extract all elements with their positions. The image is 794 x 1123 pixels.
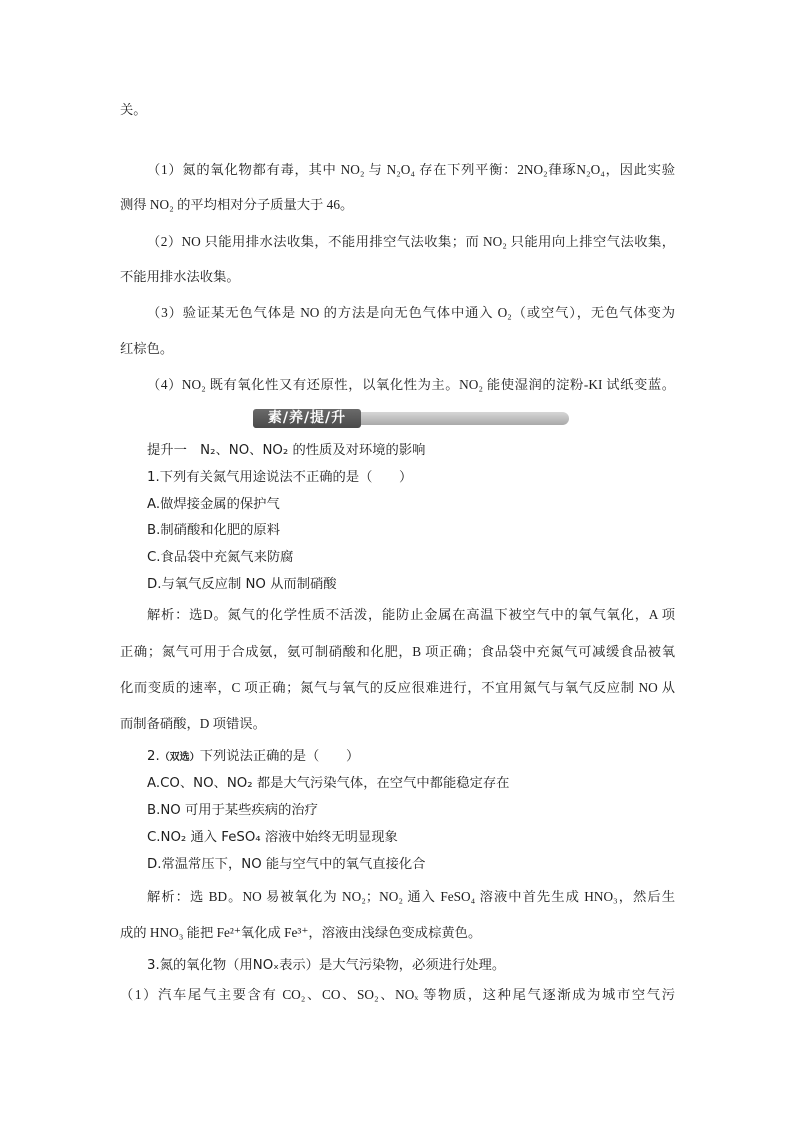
question-1-analysis-line-4: 而制备硝酸，D 项错误。 <box>120 716 266 731</box>
section-heading: 提升一 N₂、NO、NO₂ 的性质及对环境的影响 <box>147 443 426 458</box>
question-1-analysis-line-3: 化而变质的速率，C 项正确；氮气与氧气的反应很难进行，不宜用氮气与氧气反应制 NO 从 <box>120 680 675 695</box>
question-1-option-b: B.制硝酸和化肥的原料 <box>147 523 281 538</box>
question-1-analysis-line-2: 正确；氮气可用于合成氨，氨可制硝酸和化肥，B 项正确；食品袋中充氮气可减缓食品被氧 <box>120 644 675 659</box>
question-2-option-a: A.CO、NO、NO₂ 都是大气污染气体，在空气中都能稳定存在 <box>147 776 510 791</box>
question-2-analysis-line-1: 解析：选 BD。NO 易被氧化为 NO₂；NO₂ 通入 FeSO₄ 溶液中首先生成 HNO₃，然后生 <box>147 889 675 904</box>
question-2-option-c: C.NO₂ 通入 FeSO₄ 溶液中始终无明显现象 <box>147 830 398 845</box>
note-2-line-2: 不能用排水法收集。 <box>120 269 240 284</box>
banner-label: 素/养/提/升 <box>253 409 361 428</box>
question-1-analysis-line-1: 解析：选D。氮气的化学性质不活泼，能防止金属在高温下被空气中的氧气氧化，A 项 <box>147 607 675 622</box>
question-3-stem <box>147 956 505 976</box>
question-2-stem-text: 下列说法正确的是（ ） <box>199 749 360 764</box>
question-2-number: 2. <box>147 749 160 764</box>
continuation-text: 关。 <box>120 102 147 117</box>
question-3-stem-text: 氮的氧化物（用NOₓ表示）是大气污染物，必须进行处理。 <box>159 958 506 973</box>
question-2-analysis-line-2: 成的 HNO₃ 能把 Fe²⁺氧化成 Fe³⁺，溶液由浅绿色变成棕黄色。 <box>120 925 482 940</box>
note-1-line-1: （1）氮的氧化物都有毒，其中 NO₂ 与 N₂O₄ 存在下列平衡：2NO₂葎琢N₂O₄，因此实验 <box>147 162 675 177</box>
note-2-line-1: （2）NO 只能用排水法收集，不能用排空气法收集；而 NO₂ 只能用向上排空气法收集， <box>147 234 675 249</box>
question-2-stem <box>147 747 359 767</box>
note-4-line-1: （4）NO₂ 既有氧化性又有还原性，以氧化性为主。NO₂ 能使湿润的淀粉-KI 试纸变蓝。 <box>147 377 675 392</box>
question-1-number: 1. <box>147 470 160 485</box>
question-1-stem <box>147 468 412 488</box>
section-banner <box>253 409 569 428</box>
question-2-option-d: D.常温常压下，NO 能与空气中的氧气直接化合 <box>147 857 426 872</box>
note-3-line-1: （3）验证某无色气体是 NO 的方法是向无色气体中通入 O₂（或空气），无色气体变为 <box>147 305 675 320</box>
question-3-part-1-line-1: （1）汽车尾气主要含有 CO₂、CO、SO₂、NOₓ 等物质，这种尾气逐渐成为城市空气污 <box>120 987 675 1002</box>
note-3-line-2: 红棕色。 <box>120 341 174 356</box>
question-2-option-b: B.NO 可用于某些疾病的治疗 <box>147 803 318 818</box>
question-3-number: 3. <box>147 958 160 973</box>
question-1-stem-text: 下列有关氮气用途说法不正确的是（ ） <box>159 470 413 485</box>
question-1-option-d: D.与氧气反应制 NO 从而制硝酸 <box>147 577 337 592</box>
question-1-option-c: C.食品袋中充氮气来防腐 <box>147 550 294 565</box>
note-1-line-2: 测得 NO₂ 的平均相对分子质量大于 46。 <box>120 197 354 212</box>
question-1-option-a: A.做焊接金属的保护气 <box>147 497 280 512</box>
question-2-type-tag: （双选） <box>159 752 200 763</box>
